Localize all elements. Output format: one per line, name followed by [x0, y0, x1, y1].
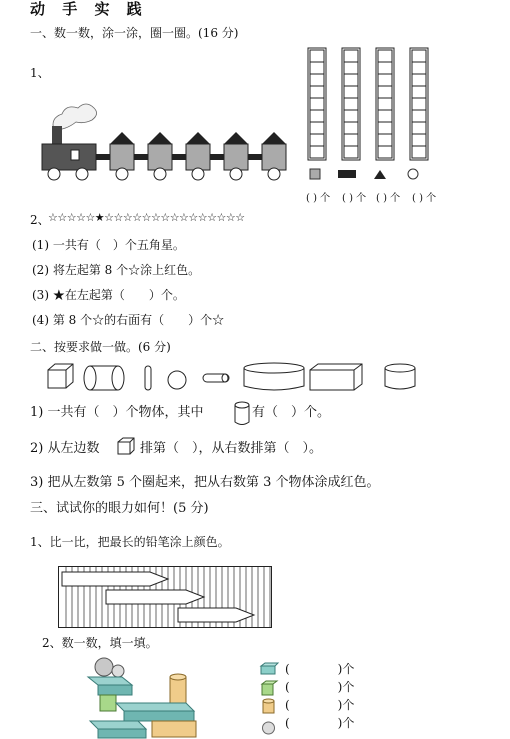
grid-cell [378, 110, 392, 122]
solids-row [40, 360, 420, 396]
grid-cell [378, 122, 392, 134]
grid-cell [378, 62, 392, 74]
stars-sub4: (4) 第 8 个☆的右面有（ ）个☆ [32, 313, 225, 327]
grid-cell [310, 146, 324, 158]
count-row-4: ( )个 [285, 716, 355, 730]
tower-count-4: ( ) 个 [412, 193, 437, 204]
grid-cell [310, 62, 324, 74]
tower-count-1: ( ) 个 [306, 193, 331, 204]
sphere-icon [168, 371, 186, 389]
grid-cell [378, 50, 392, 62]
section2-heading: 二、按要求做一做。(6 分) [30, 340, 171, 354]
grid-cell [412, 146, 426, 158]
rectangle-icon [338, 170, 356, 178]
bottom-block [90, 721, 146, 729]
ball [95, 658, 113, 676]
grid-cell [412, 50, 426, 62]
section2-line3: 3) 把从左数第 5 个圈起来，把从右数第 3 个物体涂成红色。 [30, 475, 380, 490]
cylinder-thin-icon [145, 366, 151, 390]
engine-body [42, 144, 96, 170]
grid-cell [344, 122, 358, 134]
cuboid-icon [261, 663, 278, 674]
section1-heading: 一、数一数，涂一涂，圈一圈。(16 分) [30, 26, 239, 40]
grid-cell [310, 98, 324, 110]
cylinder-flat-icon [244, 363, 304, 390]
cube-icon [262, 681, 277, 695]
grid-cell [378, 146, 392, 158]
grid-cell [310, 110, 324, 122]
grid-cell [310, 50, 324, 62]
grid-cell [412, 98, 426, 110]
car-1 [110, 132, 134, 180]
engine-window [71, 150, 79, 160]
grid-cell [378, 74, 392, 86]
q1-label: 1、 [30, 66, 50, 80]
grid-cell [310, 74, 324, 86]
grid-cell [344, 110, 358, 122]
q2-label: 2、 [30, 213, 50, 227]
grid-cell [412, 134, 426, 146]
count-grid-1 [308, 48, 326, 160]
car-3 [186, 132, 210, 180]
blocks-illustration [82, 655, 212, 739]
section3-q1: 1、比一比，把最长的铅笔涂上颜色。 [30, 535, 230, 549]
circle-icon [408, 169, 418, 179]
tower-count-3: ( ) 个 [376, 193, 401, 204]
grid-cell [344, 50, 358, 62]
grid-cell [344, 74, 358, 86]
wheel [76, 168, 88, 180]
stars-sub3: (3) ★在左起第（ ）个。 [32, 288, 185, 302]
page-title: 动 手 实 践 [30, 0, 148, 18]
grid-cell [344, 62, 358, 74]
cube-inline-icon [116, 436, 136, 456]
chimney [52, 126, 62, 144]
section2-line2-b: 排第（ ），从右数排第（ ）。 [140, 441, 323, 456]
mid-block [116, 703, 194, 711]
cube-green [100, 695, 116, 711]
grid-cell [412, 74, 426, 86]
grid-cell [378, 98, 392, 110]
grid-cell [412, 122, 426, 134]
section2-line2-a: 2) 从左边数 [30, 441, 100, 456]
cylinder-upright-icon [233, 401, 251, 427]
stars-sub2: (2) 将左起第 8 个☆涂上红色。 [32, 263, 201, 277]
car-2 [148, 132, 172, 180]
grid-cell [412, 110, 426, 122]
pencil-comparison [58, 566, 272, 628]
grid-cell [412, 62, 426, 74]
triangle-icon [374, 170, 386, 179]
grid-cell [378, 134, 392, 146]
section2-line1-a: 1) 一共有（ ）个物体，其中 [30, 405, 204, 420]
pencil-1 [62, 572, 168, 586]
pencil-2 [106, 590, 204, 604]
star-row: ☆☆☆☆☆★☆☆☆☆☆☆☆☆☆☆☆☆☆☆☆ [48, 211, 245, 224]
wheel [48, 168, 60, 180]
cylinder-short-icon [385, 364, 415, 389]
count-grid-2 [342, 48, 360, 160]
grid-cell [344, 98, 358, 110]
train-illustration [40, 100, 300, 185]
grid-cell [310, 122, 324, 134]
section3-heading: 三、试试你的眼力如何！(5 分) [30, 501, 209, 516]
section3-q2: 2、数一数，填一填。 [42, 636, 158, 650]
count-row-2: ( )个 [285, 680, 355, 694]
cuboid-icon [310, 364, 362, 390]
sphere-icon [263, 722, 275, 734]
square-icon [310, 169, 320, 179]
cube-icon [48, 364, 73, 388]
tower-count-2: ( ) 个 [342, 193, 367, 204]
grid-cell [310, 86, 324, 98]
pencil-3 [178, 608, 254, 622]
grid-cell [412, 86, 426, 98]
top-block [88, 677, 132, 685]
cylinder-small-icon [203, 374, 229, 382]
cylinder-icon [263, 699, 274, 713]
count-grid-4 [410, 48, 428, 160]
grid-cell [344, 146, 358, 158]
grid-cell [310, 134, 324, 146]
section2-line1-b: 有（ ）个。 [252, 405, 331, 420]
count-row-3: ( )个 [285, 698, 355, 712]
grid-cell [344, 86, 358, 98]
car-4 [224, 132, 248, 180]
grid-cell [378, 86, 392, 98]
count-row-1: ( )个 [285, 662, 355, 676]
cylinder-lying-icon [84, 366, 124, 390]
stars-sub1: (1) 一共有（ ）个五角星。 [32, 238, 185, 252]
grid-cell [344, 134, 358, 146]
count-icons [258, 662, 280, 738]
shape-icons [300, 166, 430, 182]
car-5 [262, 132, 286, 180]
count-grid-3 [376, 48, 394, 160]
